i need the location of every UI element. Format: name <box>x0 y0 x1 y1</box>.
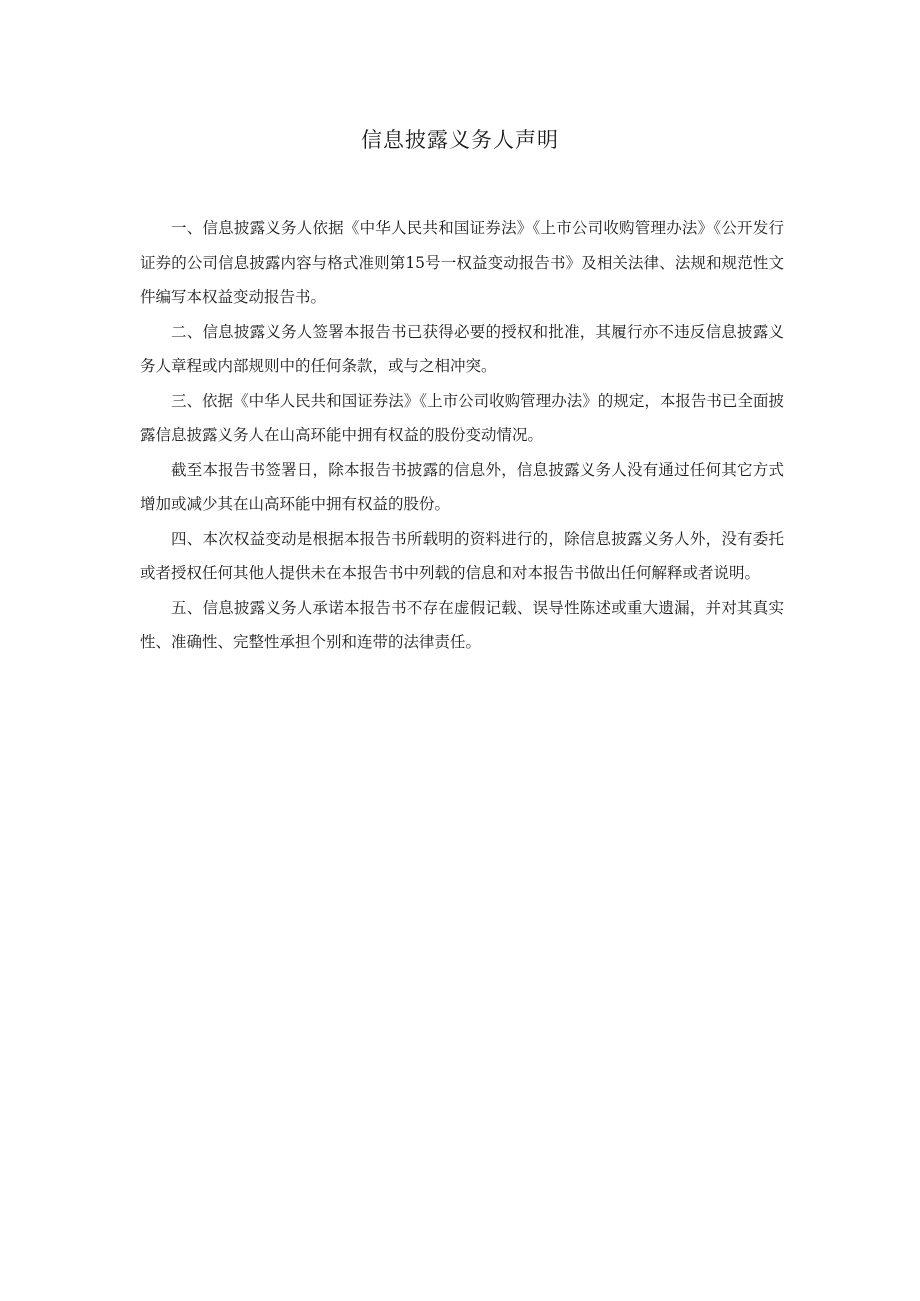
paragraph-1: 一、信息披露义务人依据《中华人民共和国证券法》《上市公司收购管理办法》《公开发行证券的公司信息披露内容与格式准则第15号一权益变动报告书》及相关法律、法规和规范性文件编写本权益变动报告书。 <box>140 219 784 306</box>
paragraph-2: 二、信息披露义务人签署本报告书已获得必要的授权和批准，其履行亦不违反信息披露义务人章程或内部规则中的任何条款，或与之相冲突。 <box>140 322 784 375</box>
declaration-body <box>140 211 784 660</box>
paragraph-5: 四、本次权益变动是根据本报告书所载明的资料进行的，除信息披露义务人外，没有委托或者授权任何其他人提供未在本报告书中列载的信息和对本报告书做出任何解释或者说明。 <box>140 529 784 582</box>
paragraph-6: 五、信息披露义务人承诺本报告书不存在虚假记载、误导性陈述或重大遗漏，并对其真实性、准确性、完整性承担个别和连带的法律责任。 <box>140 598 784 651</box>
paragraph-3: 三、依据《中华人民共和国证券法》《上市公司收购管理办法》的规定，本报告书已全面披露信息披露义务人在山高环能中拥有权益的股份变动情况。 <box>140 391 784 444</box>
page-title: 信息披露义务人声明 <box>361 128 559 152</box>
paragraph-4: 截至本报告书签署日，除本报告书披露的信息外，信息披露义务人没有通过任何其它方式增加或减少其在山高环能中拥有权益的股份。 <box>140 460 784 513</box>
